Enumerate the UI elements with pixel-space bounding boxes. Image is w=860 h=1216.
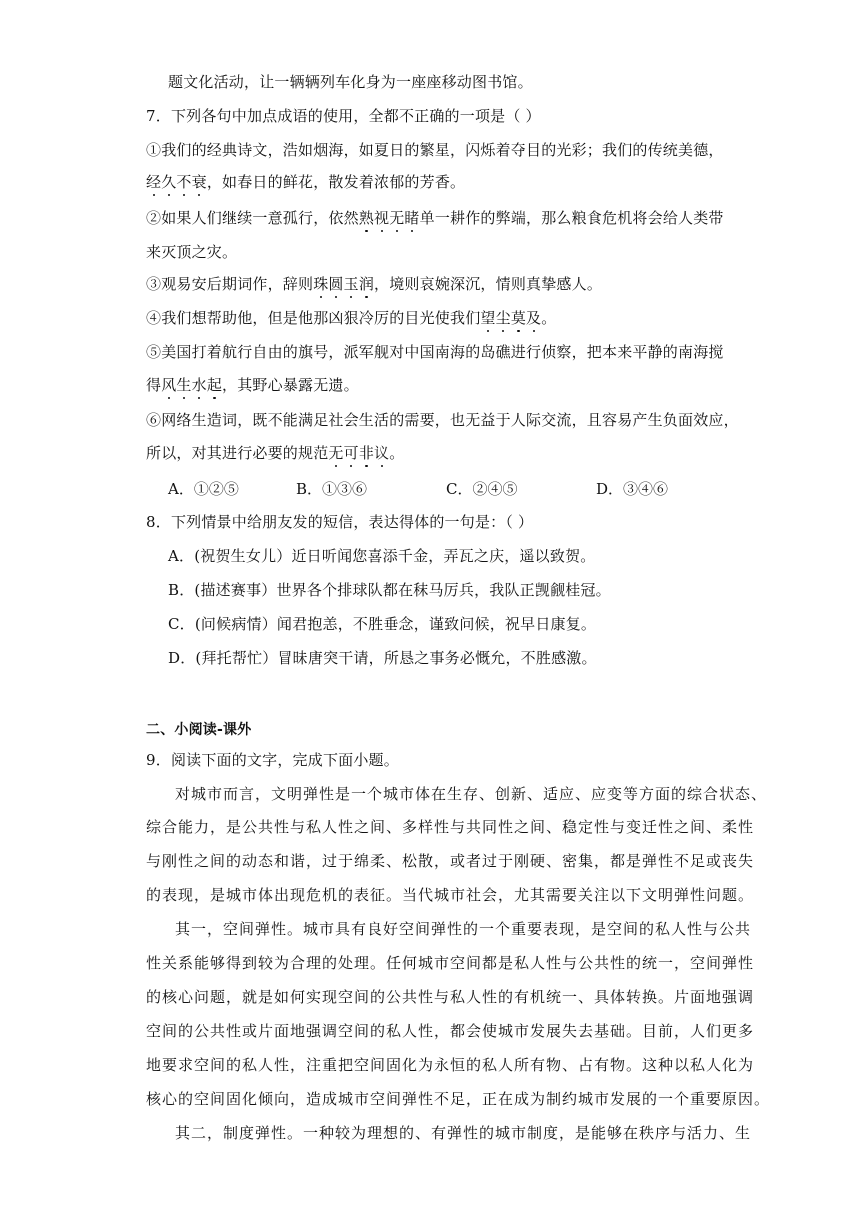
q7-s1-idiom: 经久不衰 [146, 173, 207, 191]
q7-sentence-1-line-2: 经久不衰，如春日的鲜花，散发着浓郁的芳香。 [146, 173, 466, 191]
q6-tail-text: 题文化活动，让一辆辆列车化身为一座座移动图书馆。 [168, 73, 533, 91]
q7-sentence-5-line-2: 得风生水起，其野心暴露无遗。 [146, 376, 359, 394]
q7-s6-idiom: 无可非议 [328, 444, 390, 462]
q7-sentence-2-line-1: ②如果人们继续一意孤行，依然熟视无睹单一耕作的弊端，那么粮食危机将会给人类带 [146, 209, 724, 227]
q9-stem: 9．阅读下面的文字，完成下面小题。 [146, 751, 399, 769]
q7-option-b[interactable]: B．①③⑥ [296, 480, 368, 498]
q7-sentence-6-line-1: ⑥网络生造词，既不能满足社会生活的需要，也无益于人际交流，且容易产生负面效应， [146, 411, 739, 429]
q8-stem: 8．下列情景中给朋友发的短信，表达得体的一句是：（ ） [146, 513, 534, 531]
passage-line: 地要求空间的私人性，注重把空间固化为永恒的私人所有物、占有物。这种以私人化为 [146, 1056, 755, 1074]
q7-option-d[interactable]: D．③④⑥ [596, 480, 669, 498]
q7-sentence-5-line-1: ⑤美国打着航行自由的旗号，派军舰对中国南海的岛礁进行侦察，把本来平静的南海搅 [146, 343, 724, 361]
passage-line: 综合能力，是公共性与私人性之间、多样性与共同性之间、稳定性与变迁性之间、柔性 [146, 818, 755, 836]
passage-line: 的核心问题，就是如何实现空间的公共性与私人性的有机统一、具体转换。片面地强调 [146, 988, 755, 1006]
q8-option-c[interactable]: C．(问候病情）闻君抱恙，不胜垂念，谨致问候，祝早日康复。 [168, 615, 597, 633]
q7-stem: 7．下列各句中加点成语的使用，全都不正确的一项是（ ） [146, 107, 541, 125]
passage-line: 其一，空间弹性。城市具有良好空间弹性的一个重要表现，是空间的私人性与公共 [175, 920, 752, 938]
q7-sentence-3: ③观易安后期词作，辞则珠圆玉润，境则哀婉深沉，情则真挚感人。 [146, 275, 603, 293]
passage-line: 核心的空间固化倾向，造成城市空间弹性不足，正在成为制约城市发展的一个重要原因。 [146, 1090, 771, 1108]
section-heading: 二、小阅读-课外 [146, 722, 252, 738]
q7-sentence-4: ④我们想帮助他，但是他那凶狠冷厉的目光使我们望尘莫及。 [146, 309, 557, 327]
passage-line: 性关系能够得到较为合理的处理。任何城市空间都是私人性与公共性的统一，空间弹性 [146, 954, 755, 972]
q7-option-c[interactable]: C．②④⑤ [446, 480, 518, 498]
q8-option-a[interactable]: A．(祝贺生女儿）近日听闻您喜添千金，弄瓦之庆，遥以致贺。 [168, 547, 596, 565]
q7-sentence-6-line-2: 所以，对其进行必要的规范无可非议。 [146, 444, 405, 462]
passage-line: 的表现，是城市体出现危机的表征。当代城市社会，尤其需要关注以下文明弹性问题。 [146, 886, 755, 904]
q8-option-d[interactable]: D．(拜托帮忙）冒昧唐突干请，所恳之事务必慨允，不胜感激。 [168, 649, 597, 667]
q7-sentence-2-line-2: 来灭顶之灾。 [146, 243, 238, 261]
passage-line: 与刚性之间的动态和谐，过于绵柔、松散，或者过于刚硬、密集，都是弹性不足或丧失 [146, 852, 755, 870]
q8-option-b[interactable]: B．(描述赛事）世界各个排球队都在秣马厉兵，我队正觊觎桂冠。 [168, 581, 611, 599]
q7-s3-idiom: 珠圆玉润 [313, 275, 375, 293]
q7-s4-idiom: 望尘莫及 [480, 309, 542, 327]
passage-line: 空间的公共性或片面地强调空间的私人性，都会使城市发展失去基础。目前，人们更多 [146, 1022, 755, 1040]
q7-s5-idiom: 风生水起 [161, 376, 223, 394]
passage-line: 其二，制度弹性。一种较为理想的、有弹性的城市制度，是能够在秩序与活力、生 [175, 1124, 752, 1142]
q7-option-a[interactable]: A．①②⑤ [168, 480, 239, 498]
q7-s2-idiom: 熟视无睹 [358, 209, 420, 227]
passage-line: 对城市而言，文明弹性是一个城市体在生存、创新、适应、应变等方面的综合状态、 [175, 785, 768, 803]
q7-sentence-1-line-1: ①我们的经典诗文，浩如烟海，如夏日的繁星，闪烁着夺目的光彩；我们的传统美德， [146, 141, 724, 159]
